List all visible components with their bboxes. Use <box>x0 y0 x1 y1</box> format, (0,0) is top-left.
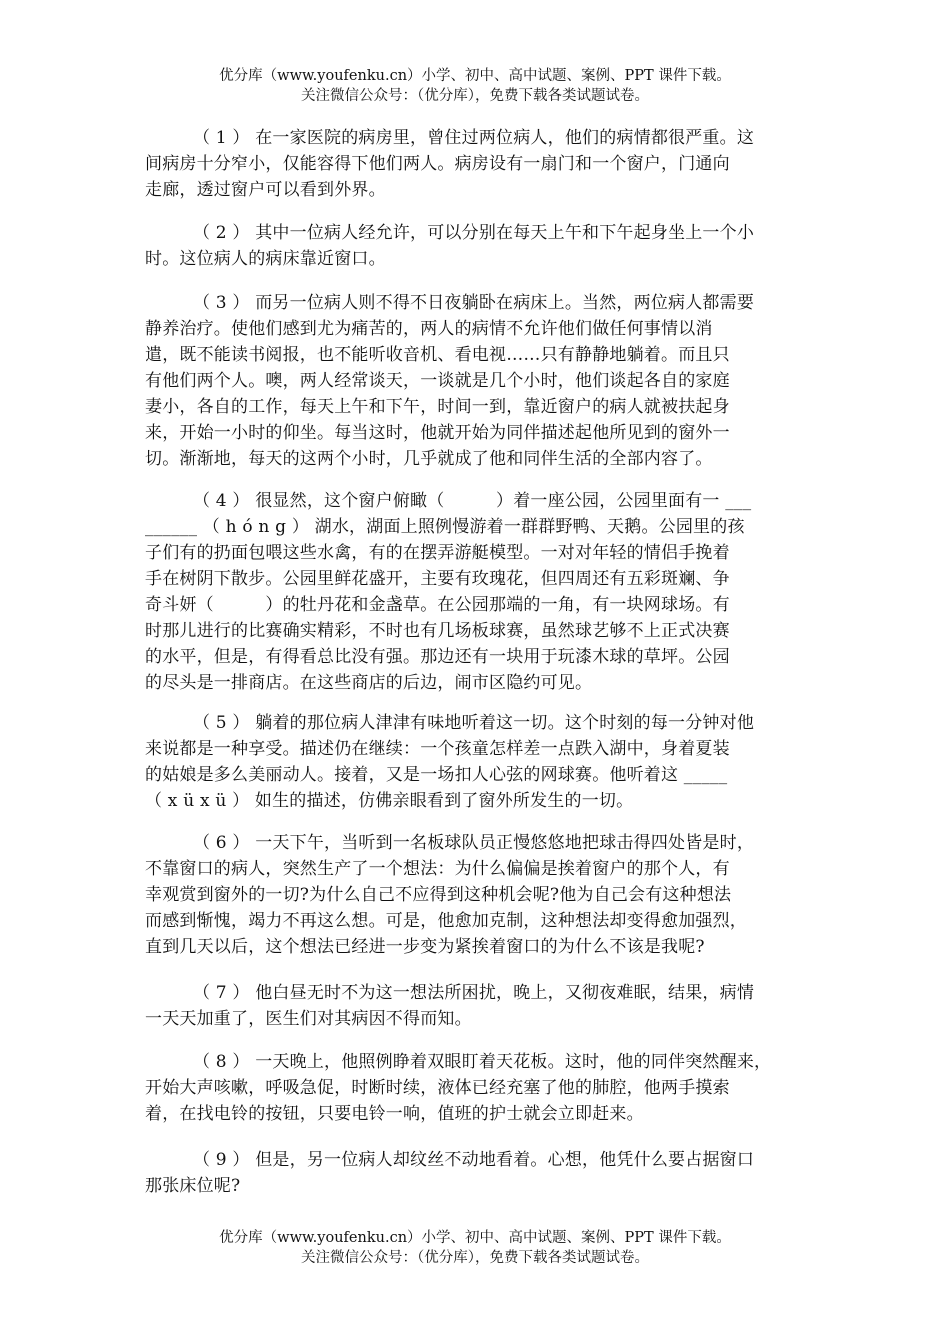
text-line: （ 2 ） 其中一位病人经允许，可以分别在每天上午和下午起身坐上一个小 <box>193 223 755 243</box>
footer-line-2: 关注微信公众号：（优分库），免费下载各类试题试卷。 <box>301 1250 649 1266</box>
text-line: 的水平，但是，有得看总比没有强。那边还有一块用于玩漆木球的草坪。公园 <box>145 647 730 667</box>
text-line: 间病房十分窄小，仅能容得下他们两人。病房设有一扇门和一个窗户，门通向 <box>145 154 730 174</box>
footer-line-1: 优分库（www.youfenku.cn）小学、初中、高中试题、案例、PPT 课件下载。 <box>219 1230 731 1246</box>
paragraph-1 <box>145 125 807 203</box>
text-line: 子们有的扔面包喂这些水禽，有的在摆弄游艇模型。一对对年轻的情侣手挽着 <box>145 543 730 563</box>
text-line: 奇斗妍（ ）的牡丹花和金盏草。在公园那端的一角，有一块网球场。有 <box>145 595 730 615</box>
text-line: 有他们两个人。噢，两人经常谈天，一谈就是几个小时，他们谈起各自的家庭 <box>145 371 730 391</box>
text-line: 手在树阴下散步。公园里鲜花盛开，主要有玫瑰花，但四周还有五彩斑斓、争 <box>145 569 730 589</box>
text-line: 来说都是一种享受。描述仍在继续：一个孩童怎样差一点跌入湖中，身着夏装 <box>145 739 730 759</box>
page-footer <box>0 1228 950 1268</box>
text-line: 幸观赏到窗外的一切?为什么自己不应得到这种机会呢?他为自己会有这种想法 <box>145 885 732 905</box>
text-line: （ 1 ） 在一家医院的病房里，曾住过两位病人，他们的病情都很严重。这 <box>193 128 755 148</box>
text-line: 那张床位呢? <box>145 1176 241 1196</box>
paragraph-9 <box>145 1147 807 1199</box>
text-line: （ 4 ） 很显然，这个窗户俯瞰（ ）着一座公园，公园里面有一 ___ <box>193 491 752 511</box>
page-header <box>0 66 950 106</box>
text-line: （ 5 ） 躺着的那位病人津津有味地听着这一切。这个时刻的每一分钟对他 <box>193 713 755 733</box>
text-line: 时那儿进行的比赛确实精彩，不时也有几场板球赛，虽然球艺够不上正式决赛 <box>145 621 730 641</box>
header-line-2: 关注微信公众号：（优分库），免费下载各类试题试卷。 <box>301 88 649 104</box>
text-line: （ 6 ） 一天下午，当听到一名板球队员正慢悠悠地把球击得四处皆是时， <box>193 833 755 853</box>
text-line: 着，在找电铃的按钮，只要电铃一响，值班的护士就会立即赶来。 <box>145 1104 644 1124</box>
text-line: 开始大声咳嗽，呼吸急促，时断时续，液体已经充塞了他的肺腔，他两手摸索 <box>145 1078 730 1098</box>
paragraph-6 <box>145 830 807 960</box>
paragraph-5 <box>145 710 807 814</box>
text-line: 走廊，透过窗户可以看到外界。 <box>145 180 386 200</box>
paragraph-8 <box>145 1049 807 1127</box>
text-line: 直到几天以后，这个想法已经进一步变为紧挨着窗口的为什么不该是我呢? <box>145 937 705 957</box>
text-line: （ x ü x ü ） 如生的描述，仿佛亲眼看到了窗外所发生的一切。 <box>145 791 634 811</box>
text-line: 一天天加重了，医生们对其病因不得而知。 <box>145 1009 472 1029</box>
text-line: 妻小，各自的工作，每天上午和下午，时间一到，靠近窗户的病人就被扶起身 <box>145 397 730 417</box>
header-line-1: 优分库（www.youfenku.cn）小学、初中、高中试题、案例、PPT 课件下载。 <box>219 68 731 84</box>
text-line: （ 8 ） 一天晚上，他照例睁着双眼盯着天花板。这时，他的同伴突然醒来， <box>193 1052 772 1072</box>
text-line: 来，开始一小时的仰坐。每当这时，他就开始为同伴描述起他所见到的窗外一 <box>145 423 730 443</box>
text-line: 的姑娘是多么美丽动人。接着，又是一场扣人心弦的网球赛。他听着这 _____ <box>145 765 728 785</box>
paragraph-7 <box>145 980 807 1032</box>
text-line: 的尽头是一排商店。在这些商店的后边，闹市区隐约可见。 <box>145 673 593 693</box>
paragraph-4 <box>145 488 807 696</box>
text-line: 切。渐渐地，每天的这两个小时，几乎就成了他和同伴生活的全部内容了。 <box>145 449 713 469</box>
text-line: 不靠窗口的病人，突然生产了一个想法：为什么偏偏是挨着窗户的那个人，有 <box>145 859 730 879</box>
paragraph-3 <box>145 290 807 472</box>
text-line: （ 3 ） 而另一位病人则不得不日夜躺卧在病床上。当然，两位病人都需要 <box>193 293 755 313</box>
text-line: 时。这位病人的病床靠近窗口。 <box>145 249 386 269</box>
text-line: 静养治疗。使他们感到尤为痛苦的，两人的病情不允许他们做任何事情以消 <box>145 319 713 339</box>
paragraph-2 <box>145 220 807 272</box>
text-line: 遣，既不能读书阅报，也不能听收音机、看电视……只有静静地躺着。而且只 <box>145 345 730 365</box>
text-line: （ 7 ） 他白昼无时不为这一想法所困扰，晚上，又彻夜难眠，结果，病情 <box>193 983 755 1003</box>
text-line: （ 9 ） 但是，另一位病人却纹丝不动地看着。心想，他凭什么要占据窗口 <box>193 1150 755 1170</box>
text-line: 而感到惭愧，竭力不再这么想。可是，他愈加克制，这种想法却变得愈加强烈， <box>145 911 747 931</box>
text-line: ______ （ h ó n g ） 湖水，湖面上照例慢游着一群群野鸭、天鹅。公园里的孩 <box>145 517 745 537</box>
